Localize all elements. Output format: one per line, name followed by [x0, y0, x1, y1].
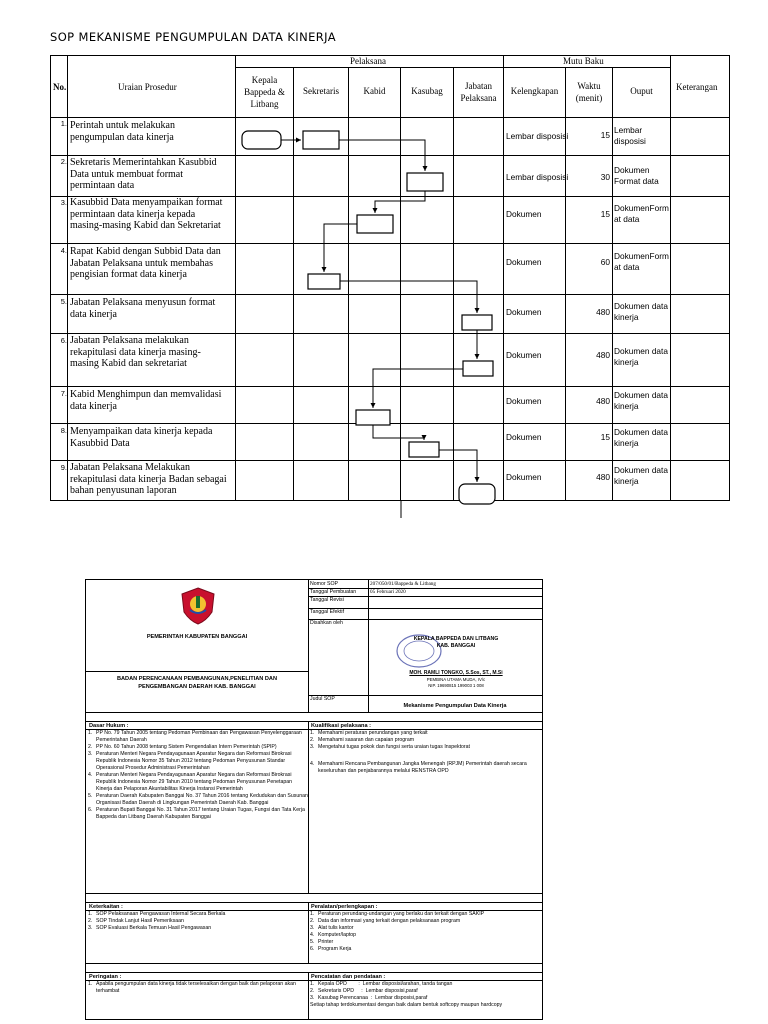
header-pelaksana: Pelaksana [350, 56, 386, 66]
step-kelengkapan: Dokumen [506, 307, 542, 317]
signatory-details: PEMBINA UTAMA MUDA, IV/c NIP. 19690815 199003 1 008 [426, 677, 486, 688]
step-number: 9. [60, 463, 67, 472]
step-kelengkapan: Lembar disposisi [506, 172, 569, 182]
process-box-4 [308, 274, 340, 289]
list-item: 1. Peraturan perundang-undangan yang berlaku dan terkait dengan SAKIP [310, 911, 485, 917]
header-kelengkapan: Kelengkapan [510, 86, 559, 96]
step-output: DokumenForm at data [614, 251, 669, 272]
header-keterangan: Keterangan [676, 82, 718, 92]
header-uraian: Uraian Prosedur [118, 82, 177, 92]
step-waktu: 30 [600, 172, 610, 182]
pencatatan-block [308, 973, 542, 1019]
list-item: 4. Memahami Rencana Pembangunan Jangka Menengah (RPJM) Pemerintah daerah secara keseluruhan dan penjabarannya melalui RENSTRA OPD [310, 761, 527, 774]
step-waktu: 60 [600, 257, 610, 267]
sop-document [85, 579, 543, 1020]
step-output: DokumenForm at data [614, 203, 669, 224]
step-number: 6. [60, 336, 67, 345]
list-item: 2. SOP Tindak Lanjut Hasil Pemeriksaan [88, 918, 184, 924]
step-kelengkapan: Dokumen [506, 472, 542, 482]
signatory-name: MOH. RAMLI TONGKO, S.Sos, ST., M.Si [409, 670, 503, 676]
step-number: 8. [60, 426, 67, 435]
step-number: 7. [60, 389, 67, 398]
process-box-7 [356, 410, 390, 425]
dasar-hukum-title: Dasar Hukum : [86, 722, 308, 730]
step-number: 1. [60, 119, 67, 128]
header-kepala: Kepala Bappeda & Litbang [244, 75, 285, 109]
step-description: Jabatan Pelaksana menyusun format data kinerja [70, 297, 216, 320]
list-item: 3. Mengetahui tugas pokok dan fungsi serta uraian tugas Inspektorat [310, 744, 470, 750]
peringatan-title: Peringatan : [86, 973, 308, 981]
list-item: 2. Data dan informasi yang terkait dengan pelaksanaan program [310, 918, 461, 924]
step-description: Kabid Menghimpun dan memvalidasi data kinerja [70, 389, 222, 412]
step-kelengkapan: Dokumen [506, 350, 542, 360]
peralatan-title: Peralatan/perlengkapan : [308, 903, 542, 911]
list-item: 4. Peraturan Menteri Negara Pendayagunaan Aparatur Negara dan Reformasi Birokrasi Republik Indonesia Nomor 29 Tahun 2010 tentang Pedoman Penyusunan Penetapan Kinerja dan Pelaporan Akuntabilitas Kinerja Instansi Pemerintah [88, 772, 293, 792]
step-waktu: 15 [600, 130, 610, 140]
org-block [86, 580, 309, 712]
step-waktu: 480 [596, 396, 610, 406]
step-description: Perintah untuk melakukan pengumpulan data kinerja [70, 120, 175, 143]
process-box-2 [407, 173, 443, 191]
meta-row: Tanggal Pembuatan 05 Februari 2020 [308, 588, 542, 597]
step-output: Dokumen data kinerja [614, 427, 668, 448]
step-waktu: 15 [600, 209, 610, 219]
header-kasubag: Kasubag [411, 86, 443, 96]
list-item: 3. Alat tulis kantor [310, 925, 354, 931]
step-kelengkapan: Dokumen [506, 209, 542, 219]
list-item: 3. Kasubag Perencanaa : Lembar disposisi,paraf [310, 995, 428, 1001]
step-output: Lembar disposisi [614, 125, 646, 146]
step-output: Dokumen data kinerja [614, 390, 668, 411]
process-box-6 [463, 361, 493, 376]
step-waktu: 480 [596, 472, 610, 482]
keterkaitan-peralatan-section [86, 902, 542, 964]
step-number: 5. [60, 297, 67, 306]
kualifikasi-title: Kualifikasi pelaksana : [308, 722, 542, 730]
peringatan-block [86, 973, 309, 1019]
header-ouput: Ouput [630, 86, 653, 96]
approval-row: Disahkan oleh KEPALA BAPPEDA DAN LITBANG KAB. BANGGAI MOH. RAMLI TONGKO, S.Sos, ST., M.Si PEMBINA UTAMA MUDA, IV/c NIP. 19690815 199003 1 008 [308, 619, 542, 696]
org-name: PEMERINTAH KABUPATEN BANGGAI [146, 634, 248, 640]
step-output: Dokumen Format data [614, 165, 659, 186]
step-kelengkapan: Lembar disposisi [506, 131, 569, 141]
list-item: 2. PP No. 60 Tahun 2008 tentang Sistem Pengendalian Intern Pemerintah (SPIP) [88, 744, 277, 750]
header-sekretaris: Sekretaris [303, 86, 339, 96]
list-item: 5. Peraturan Daerah Kabupaten Banggai No. 37 Tahun 2016 tentang Kedudukan dan Susunan Organisasi Badan Daerah di Lingkungan Pemerintah Daerah Kab. Banggai [88, 793, 308, 806]
list-item: 1. Kepala OPD : Lembar disposisi/arahan, tanda tangan [310, 981, 453, 987]
list-item: 2. Sekretaris OPD : Lembar disposisi,paraf [310, 988, 418, 994]
sop-meta [308, 580, 542, 712]
step-kelengkapan: Dokumen [506, 432, 542, 442]
step-output: Dokumen data kinerja [614, 301, 668, 322]
keterkaitan-title: Keterkaitan : [86, 903, 308, 911]
header-kabid: Kabid [363, 86, 386, 96]
dasar-hukum-block [86, 722, 309, 893]
signatory-title: KEPALA BAPPEDA DAN LITBANG KAB. BANGGAI [413, 636, 499, 649]
dasar-kualifikasi-section [86, 721, 542, 894]
header-jabatan-pelaksana: Jabatan Pelaksana [460, 81, 497, 103]
step-description: Menyampaikan data kinerja kepada Kasubbid Data [70, 426, 213, 449]
process-box-1 [303, 131, 339, 149]
list-item: 1. PP No. 79 Tahun 2005 tentang Pedoman Pembinaan dan Pengawasan Penyelenggaraan Pemerintahan Daerah [88, 730, 302, 743]
sop-title: SOP MEKANISME PENGUMPULAN DATA KINERJA [50, 30, 337, 44]
meta-row: Nomor SOP 207/050/01/Bappeda & Litbang [308, 580, 542, 589]
peringatan-pencatatan-section [86, 972, 542, 1019]
banggai-emblem-icon [178, 586, 218, 626]
keterkaitan-block [86, 903, 309, 963]
step-kelengkapan: Dokumen [506, 396, 542, 406]
terminator-end [459, 484, 495, 504]
step-waktu: 480 [596, 350, 610, 360]
list-item: 1. SOP Pelaksanaan Pengawasan Internal Secara Berkala [88, 911, 226, 917]
step-description: Sekretaris Memerintahkan Kasubbid Data untuk membuat format permintaan data [70, 157, 217, 191]
step-number: 3. [60, 198, 67, 207]
list-item: 4. Komputer/laptop [310, 932, 357, 938]
list-item: 6. Program Kerja [310, 946, 352, 952]
list-item: 1. Memahami peraturan perundangan yang terkait [310, 730, 428, 736]
header-waktu: Waktu (menit) [575, 81, 603, 103]
process-box-5 [462, 315, 492, 330]
header-no: No. [53, 82, 67, 92]
step-number: 4. [60, 246, 67, 255]
step-description: Rapat Kabid dengan Subbid Data dan Jabatan Pelaksana untuk membahas pengisian format data kinerja [70, 246, 221, 280]
step-description: Jabatan Pelaksana Melakukan rekapitulasi data kinerja Badan sebagai bahan penyusunan laporan [70, 462, 227, 496]
process-box-8 [409, 442, 439, 457]
meta-row: Tanggal Revisi [308, 596, 542, 609]
step-number: 2. [60, 157, 67, 166]
step-description: Kasubbid Data menyampaikan format permintaan data kinerja kepada masing-masing Kabid dan Sekretariat [70, 197, 223, 231]
step-kelengkapan: Dokumen [506, 257, 542, 267]
process-box-3 [357, 215, 393, 233]
step-output: Dokumen data kinerja [614, 465, 668, 486]
pencatatan-note: Setiap tahap terdokumentasi dengan baik dalam bentuk softcopy maupun hardcopy [310, 1002, 503, 1008]
step-description: Jabatan Pelaksana melakukan rekapitulasi data kinerja masing- masing Kabid dan sekretariat [70, 335, 201, 369]
list-item: 3. Peraturan Menteri Negara Pendayagunaan Aparatur Negara dan Reformasi Birokrasi Republik Indonesia Nomor 35 Tahun 2012 tentang Pedoman Penyusunan Standar Operasional Prosedur Administrasi Pemerintahan [88, 751, 292, 771]
list-item: 5. Printer [310, 939, 334, 945]
agency-name: BADAN PERENCANAAN PEMBANGUNAN,PENELITIAN DAN PENGEMBANGAN DAERAH KAB. BANGGAI [116, 676, 278, 690]
kualifikasi-block [308, 722, 542, 893]
list-item: 3. SOP Evaluasi Berkala Temuan Hasil Pengawasan [88, 925, 212, 931]
peralatan-block [308, 903, 542, 963]
judul-row: Judul SOP Mekanisme Pengumpulan Data Kinerja [308, 695, 542, 712]
step-output: Dokumen data kinerja [614, 346, 668, 367]
terminator-start [242, 131, 281, 149]
sop-header [86, 580, 542, 713]
step-waktu: 480 [596, 307, 610, 317]
list-item: 6. Peraturan Bupati Banggai No. 31 Tahun 2017 tentang Uraian Tugas, Fungsi dan Tata Kerja Bappeda dan Litbang Daerah Kabupaten Banggai [88, 807, 305, 820]
list-item: 1. Apabila pengumpulan data kinerja tidak terselesaikan dengan baik dan pelaporan akan terhambat [88, 981, 296, 994]
pencatatan-title: Pencatatan dan pendataan : [308, 973, 542, 981]
list-item: 2. Memahami sasaran dan capaian program [310, 737, 415, 743]
step-waktu: 15 [600, 432, 610, 442]
meta-row: Tanggal Efektif [308, 608, 542, 620]
header-mutu-baku: Mutu Baku [563, 56, 604, 66]
